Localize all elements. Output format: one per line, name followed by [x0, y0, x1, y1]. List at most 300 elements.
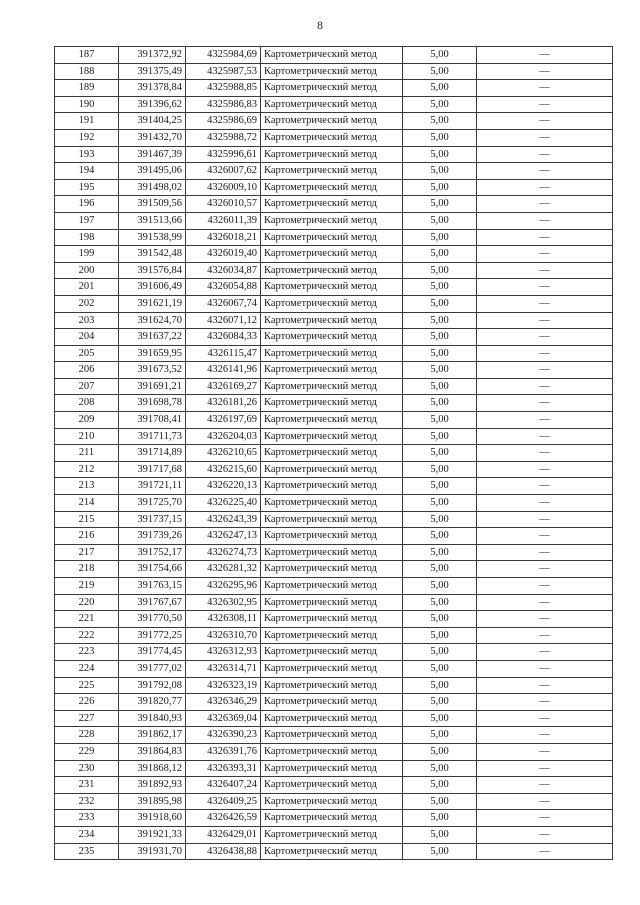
table-row: [55, 96, 613, 113]
point-number-cell: 224: [55, 660, 119, 677]
y-coordinate-cell: 4326197,69: [186, 412, 261, 429]
description-cell: —: [477, 561, 613, 578]
x-coordinate-cell: 391714,89: [119, 445, 186, 462]
point-number-cell: 226: [55, 694, 119, 711]
description-cell: —: [477, 743, 613, 760]
accuracy-cell: 5,00: [403, 395, 477, 412]
accuracy-cell: 5,00: [403, 694, 477, 711]
y-coordinate-cell: 4326018,21: [186, 229, 261, 246]
x-coordinate-cell: 391840,93: [119, 710, 186, 727]
point-number-cell: 233: [55, 810, 119, 827]
y-coordinate-cell: 4325986,69: [186, 113, 261, 130]
accuracy-cell: 5,00: [403, 710, 477, 727]
x-coordinate-cell: 391892,93: [119, 777, 186, 794]
y-coordinate-cell: 4325986,83: [186, 96, 261, 113]
point-number-cell: 220: [55, 594, 119, 611]
description-cell: —: [477, 163, 613, 180]
point-number-cell: 218: [55, 561, 119, 578]
y-coordinate-cell: 4326067,74: [186, 295, 261, 312]
method-cell: Картометрический метод: [261, 710, 403, 727]
y-coordinate-cell: 4326054,88: [186, 279, 261, 296]
y-coordinate-cell: 4326243,39: [186, 511, 261, 528]
y-coordinate-cell: 4326310,70: [186, 627, 261, 644]
y-coordinate-cell: 4326369,04: [186, 710, 261, 727]
y-coordinate-cell: 4326225,40: [186, 495, 261, 512]
description-cell: —: [477, 710, 613, 727]
description-cell: —: [477, 843, 613, 860]
accuracy-cell: 5,00: [403, 163, 477, 180]
method-cell: Картометрический метод: [261, 826, 403, 843]
y-coordinate-cell: 4326141,96: [186, 362, 261, 379]
point-number-cell: 192: [55, 129, 119, 146]
method-cell: Картометрический метод: [261, 478, 403, 495]
method-cell: Картометрический метод: [261, 246, 403, 263]
accuracy-cell: 5,00: [403, 660, 477, 677]
table-row: [55, 644, 613, 661]
x-coordinate-cell: 391739,26: [119, 528, 186, 545]
y-coordinate-cell: 4325984,69: [186, 47, 261, 64]
method-cell: Картометрический метод: [261, 793, 403, 810]
description-cell: —: [477, 212, 613, 229]
y-coordinate-cell: 4326323,19: [186, 677, 261, 694]
accuracy-cell: 5,00: [403, 113, 477, 130]
method-cell: Картометрический метод: [261, 760, 403, 777]
description-cell: —: [477, 229, 613, 246]
description-cell: —: [477, 412, 613, 429]
point-number-cell: 201: [55, 279, 119, 296]
accuracy-cell: 5,00: [403, 345, 477, 362]
accuracy-cell: 5,00: [403, 279, 477, 296]
accuracy-cell: 5,00: [403, 246, 477, 263]
x-coordinate-cell: 391467,39: [119, 146, 186, 163]
y-coordinate-cell: 4326312,93: [186, 644, 261, 661]
x-coordinate-cell: 391717,68: [119, 461, 186, 478]
accuracy-cell: 5,00: [403, 511, 477, 528]
method-cell: Картометрический метод: [261, 644, 403, 661]
point-number-cell: 222: [55, 627, 119, 644]
accuracy-cell: 5,00: [403, 843, 477, 860]
method-cell: Картометрический метод: [261, 777, 403, 794]
point-number-cell: 211: [55, 445, 119, 462]
description-cell: —: [477, 694, 613, 711]
table-row: [55, 412, 613, 429]
description-cell: —: [477, 594, 613, 611]
y-coordinate-cell: 4326034,87: [186, 262, 261, 279]
description-cell: —: [477, 129, 613, 146]
method-cell: Картометрический метод: [261, 428, 403, 445]
accuracy-cell: 5,00: [403, 362, 477, 379]
point-number-cell: 194: [55, 163, 119, 180]
y-coordinate-cell: 4326314,71: [186, 660, 261, 677]
table-row: [55, 578, 613, 595]
y-coordinate-cell: 4326169,27: [186, 378, 261, 395]
accuracy-cell: 5,00: [403, 478, 477, 495]
accuracy-cell: 5,00: [403, 262, 477, 279]
x-coordinate-cell: 391777,02: [119, 660, 186, 677]
y-coordinate-cell: 4326011,39: [186, 212, 261, 229]
table-row: [55, 179, 613, 196]
point-number-cell: 221: [55, 611, 119, 628]
accuracy-cell: 5,00: [403, 146, 477, 163]
x-coordinate-cell: 391378,84: [119, 80, 186, 97]
point-number-cell: 202: [55, 295, 119, 312]
accuracy-cell: 5,00: [403, 47, 477, 64]
y-coordinate-cell: 4326346,29: [186, 694, 261, 711]
y-coordinate-cell: 4326215,60: [186, 461, 261, 478]
page-number: 8: [317, 18, 323, 32]
description-cell: —: [477, 677, 613, 694]
y-coordinate-cell: 4326010,57: [186, 196, 261, 213]
y-coordinate-cell: 4326426,59: [186, 810, 261, 827]
description-cell: —: [477, 727, 613, 744]
table-row: [55, 196, 613, 213]
method-cell: Картометрический метод: [261, 395, 403, 412]
method-cell: Картометрический метод: [261, 229, 403, 246]
method-cell: Картометрический метод: [261, 445, 403, 462]
accuracy-cell: 5,00: [403, 627, 477, 644]
accuracy-cell: 5,00: [403, 495, 477, 512]
point-number-cell: 198: [55, 229, 119, 246]
method-cell: Картометрический метод: [261, 113, 403, 130]
point-number-cell: 228: [55, 727, 119, 744]
accuracy-cell: 5,00: [403, 80, 477, 97]
method-cell: Картометрический метод: [261, 677, 403, 694]
x-coordinate-cell: 391396,62: [119, 96, 186, 113]
description-cell: —: [477, 445, 613, 462]
point-number-cell: 200: [55, 262, 119, 279]
description-cell: —: [477, 644, 613, 661]
y-coordinate-cell: 4326407,24: [186, 777, 261, 794]
table-row: [55, 743, 613, 760]
accuracy-cell: 5,00: [403, 611, 477, 628]
table-row: [55, 246, 613, 263]
y-coordinate-cell: 4326007,62: [186, 163, 261, 180]
table-row: [55, 710, 613, 727]
accuracy-cell: 5,00: [403, 179, 477, 196]
accuracy-cell: 5,00: [403, 760, 477, 777]
table-row: [55, 428, 613, 445]
table-row: [55, 312, 613, 329]
table-row: [55, 495, 613, 512]
description-cell: —: [477, 793, 613, 810]
y-coordinate-cell: 4326247,13: [186, 528, 261, 545]
table-row: [55, 694, 613, 711]
y-coordinate-cell: 4326019,40: [186, 246, 261, 263]
point-number-cell: 203: [55, 312, 119, 329]
table-row: [55, 212, 613, 229]
x-coordinate-cell: 391375,49: [119, 63, 186, 80]
description-cell: —: [477, 113, 613, 130]
accuracy-cell: 5,00: [403, 212, 477, 229]
point-number-cell: 195: [55, 179, 119, 196]
accuracy-cell: 5,00: [403, 826, 477, 843]
table-row: [55, 727, 613, 744]
table-row: [55, 544, 613, 561]
accuracy-cell: 5,00: [403, 329, 477, 346]
table-row: [55, 793, 613, 810]
accuracy-cell: 5,00: [403, 312, 477, 329]
point-number-cell: 223: [55, 644, 119, 661]
method-cell: Картометрический метод: [261, 544, 403, 561]
table-row: [55, 295, 613, 312]
point-number-cell: 235: [55, 843, 119, 860]
point-number-cell: 227: [55, 710, 119, 727]
accuracy-cell: 5,00: [403, 196, 477, 213]
method-cell: Картометрический метод: [261, 312, 403, 329]
point-number-cell: 225: [55, 677, 119, 694]
point-number-cell: 205: [55, 345, 119, 362]
table-row: [55, 511, 613, 528]
point-number-cell: 216: [55, 528, 119, 545]
method-cell: Картометрический метод: [261, 63, 403, 80]
table-row: [55, 810, 613, 827]
method-cell: Картометрический метод: [261, 561, 403, 578]
table-row: [55, 63, 613, 80]
table-row: [55, 528, 613, 545]
table-row: [55, 395, 613, 412]
x-coordinate-cell: 391576,84: [119, 262, 186, 279]
description-cell: —: [477, 777, 613, 794]
description-cell: —: [477, 63, 613, 80]
description-cell: —: [477, 760, 613, 777]
table-row: [55, 461, 613, 478]
x-coordinate-cell: 391708,41: [119, 412, 186, 429]
table-row: [55, 826, 613, 843]
table-row: [55, 378, 613, 395]
accuracy-cell: 5,00: [403, 561, 477, 578]
description-cell: —: [477, 627, 613, 644]
method-cell: Картометрический метод: [261, 810, 403, 827]
point-number-cell: 196: [55, 196, 119, 213]
description-cell: —: [477, 660, 613, 677]
point-number-cell: 204: [55, 329, 119, 346]
x-coordinate-cell: 391624,70: [119, 312, 186, 329]
description-cell: —: [477, 478, 613, 495]
y-coordinate-cell: 4326409,25: [186, 793, 261, 810]
method-cell: Картометрический метод: [261, 47, 403, 64]
point-number-cell: 187: [55, 47, 119, 64]
method-cell: Картометрический метод: [261, 80, 403, 97]
point-number-cell: 219: [55, 578, 119, 595]
table-row: [55, 777, 613, 794]
point-number-cell: 193: [55, 146, 119, 163]
method-cell: Картометрический метод: [261, 495, 403, 512]
x-coordinate-cell: 391372,92: [119, 47, 186, 64]
table-row: [55, 146, 613, 163]
point-number-cell: 229: [55, 743, 119, 760]
x-coordinate-cell: 391752,17: [119, 544, 186, 561]
x-coordinate-cell: 391698,78: [119, 395, 186, 412]
description-cell: —: [477, 511, 613, 528]
point-number-cell: 230: [55, 760, 119, 777]
description-cell: —: [477, 246, 613, 263]
y-coordinate-cell: 4326220,13: [186, 478, 261, 495]
method-cell: Картометрический метод: [261, 279, 403, 296]
accuracy-cell: 5,00: [403, 461, 477, 478]
x-coordinate-cell: 391792,08: [119, 677, 186, 694]
method-cell: Картометрический метод: [261, 345, 403, 362]
description-cell: —: [477, 378, 613, 395]
table-row: [55, 594, 613, 611]
accuracy-cell: 5,00: [403, 677, 477, 694]
method-cell: Картометрический метод: [261, 461, 403, 478]
point-number-cell: 208: [55, 395, 119, 412]
x-coordinate-cell: 391864,83: [119, 743, 186, 760]
table-row: [55, 113, 613, 130]
table-row: [55, 47, 613, 64]
description-cell: —: [477, 362, 613, 379]
y-coordinate-cell: 4325987,53: [186, 63, 261, 80]
description-cell: —: [477, 279, 613, 296]
point-number-cell: 207: [55, 378, 119, 395]
x-coordinate-cell: 391721,11: [119, 478, 186, 495]
accuracy-cell: 5,00: [403, 229, 477, 246]
table-row: [55, 627, 613, 644]
y-coordinate-cell: 4326438,88: [186, 843, 261, 860]
y-coordinate-cell: 4326393,31: [186, 760, 261, 777]
point-number-cell: 188: [55, 63, 119, 80]
y-coordinate-cell: 4326302,95: [186, 594, 261, 611]
point-number-cell: 214: [55, 495, 119, 512]
description-cell: —: [477, 312, 613, 329]
y-coordinate-cell: 4326009,10: [186, 179, 261, 196]
accuracy-cell: 5,00: [403, 412, 477, 429]
method-cell: Картометрический метод: [261, 212, 403, 229]
x-coordinate-cell: 391763,15: [119, 578, 186, 595]
point-number-cell: 215: [55, 511, 119, 528]
x-coordinate-cell: 391432,70: [119, 129, 186, 146]
y-coordinate-cell: 4326429,01: [186, 826, 261, 843]
description-cell: —: [477, 196, 613, 213]
table-row: [55, 660, 613, 677]
method-cell: Картометрический метод: [261, 594, 403, 611]
x-coordinate-cell: 391691,21: [119, 378, 186, 395]
accuracy-cell: 5,00: [403, 96, 477, 113]
method-cell: Картометрический метод: [261, 146, 403, 163]
x-coordinate-cell: 391868,12: [119, 760, 186, 777]
table-row: [55, 611, 613, 628]
description-cell: —: [477, 80, 613, 97]
y-coordinate-cell: 4326210,65: [186, 445, 261, 462]
description-cell: —: [477, 528, 613, 545]
table-row: [55, 163, 613, 180]
point-number-cell: 231: [55, 777, 119, 794]
point-number-cell: 210: [55, 428, 119, 445]
method-cell: Картометрический метод: [261, 511, 403, 528]
method-cell: Картометрический метод: [261, 727, 403, 744]
x-coordinate-cell: 391754,66: [119, 561, 186, 578]
table-row: [55, 362, 613, 379]
x-coordinate-cell: 391820,77: [119, 694, 186, 711]
description-cell: —: [477, 611, 613, 628]
table-row: [55, 80, 613, 97]
description-cell: —: [477, 428, 613, 445]
point-number-cell: 199: [55, 246, 119, 263]
point-number-cell: 191: [55, 113, 119, 130]
table-row: [55, 445, 613, 462]
x-coordinate-cell: 391498,02: [119, 179, 186, 196]
y-coordinate-cell: 4326391,76: [186, 743, 261, 760]
table-row: [55, 262, 613, 279]
table-row: [55, 329, 613, 346]
method-cell: Картометрический метод: [261, 362, 403, 379]
accuracy-cell: 5,00: [403, 544, 477, 561]
y-coordinate-cell: 4326204,03: [186, 428, 261, 445]
x-coordinate-cell: 391895,98: [119, 793, 186, 810]
x-coordinate-cell: 391621,19: [119, 295, 186, 312]
table-row: [55, 478, 613, 495]
x-coordinate-cell: 391921,33: [119, 826, 186, 843]
table-row: [55, 345, 613, 362]
x-coordinate-cell: 391772,25: [119, 627, 186, 644]
description-cell: —: [477, 495, 613, 512]
table-row: [55, 129, 613, 146]
point-number-cell: 232: [55, 793, 119, 810]
description-cell: —: [477, 262, 613, 279]
y-coordinate-cell: 4325988,85: [186, 80, 261, 97]
point-number-cell: 197: [55, 212, 119, 229]
x-coordinate-cell: 391774,45: [119, 644, 186, 661]
description-cell: —: [477, 146, 613, 163]
x-coordinate-cell: 391404,25: [119, 113, 186, 130]
x-coordinate-cell: 391737,15: [119, 511, 186, 528]
x-coordinate-cell: 391637,22: [119, 329, 186, 346]
description-cell: —: [477, 329, 613, 346]
description-cell: —: [477, 544, 613, 561]
method-cell: Картометрический метод: [261, 129, 403, 146]
y-coordinate-cell: 4326071,12: [186, 312, 261, 329]
description-cell: —: [477, 47, 613, 64]
description-cell: —: [477, 295, 613, 312]
table-row: [55, 279, 613, 296]
coordinates-table: [54, 46, 613, 860]
description-cell: —: [477, 345, 613, 362]
table-row: [55, 229, 613, 246]
accuracy-cell: 5,00: [403, 428, 477, 445]
coordinates-table-body: [55, 47, 613, 860]
method-cell: Картометрический метод: [261, 528, 403, 545]
x-coordinate-cell: 391509,56: [119, 196, 186, 213]
description-cell: —: [477, 810, 613, 827]
method-cell: Картометрический метод: [261, 578, 403, 595]
point-number-cell: 234: [55, 826, 119, 843]
point-number-cell: 206: [55, 362, 119, 379]
method-cell: Картометрический метод: [261, 262, 403, 279]
point-number-cell: 212: [55, 461, 119, 478]
description-cell: —: [477, 395, 613, 412]
y-coordinate-cell: 4326281,32: [186, 561, 261, 578]
x-coordinate-cell: 391918,60: [119, 810, 186, 827]
accuracy-cell: 5,00: [403, 578, 477, 595]
accuracy-cell: 5,00: [403, 528, 477, 545]
method-cell: Картометрический метод: [261, 295, 403, 312]
method-cell: Картометрический метод: [261, 843, 403, 860]
accuracy-cell: 5,00: [403, 445, 477, 462]
accuracy-cell: 5,00: [403, 743, 477, 760]
x-coordinate-cell: 391711,73: [119, 428, 186, 445]
method-cell: Картометрический метод: [261, 660, 403, 677]
y-coordinate-cell: 4326295,96: [186, 578, 261, 595]
x-coordinate-cell: 391659,95: [119, 345, 186, 362]
method-cell: Картометрический метод: [261, 378, 403, 395]
accuracy-cell: 5,00: [403, 295, 477, 312]
accuracy-cell: 5,00: [403, 378, 477, 395]
accuracy-cell: 5,00: [403, 727, 477, 744]
method-cell: Картометрический метод: [261, 179, 403, 196]
y-coordinate-cell: 4325988,72: [186, 129, 261, 146]
method-cell: Картометрический метод: [261, 196, 403, 213]
x-coordinate-cell: 391767,67: [119, 594, 186, 611]
